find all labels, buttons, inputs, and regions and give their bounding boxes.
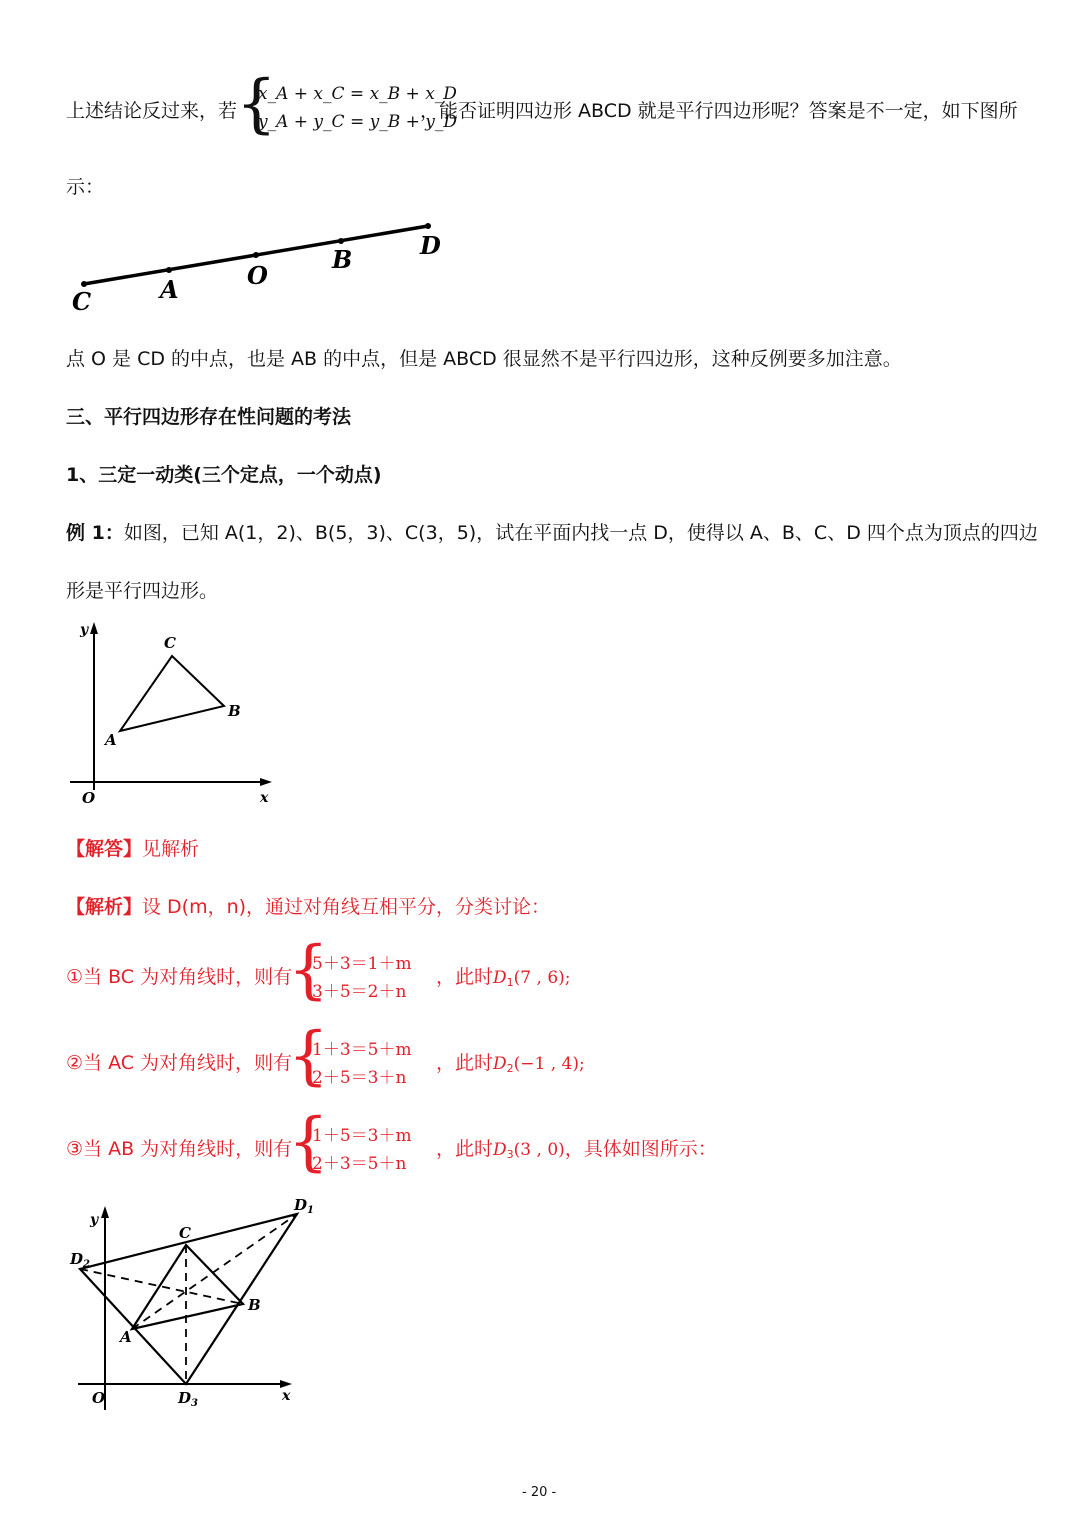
case-3-tail-post: ，具体如图所示： (564, 1138, 717, 1160)
label-C: C (72, 287, 92, 316)
para-1-line2: 示： (66, 176, 105, 198)
page-number: - 20 - (522, 1485, 557, 1500)
equation-y: y_A + y_C = y_B + y_D (258, 112, 457, 132)
para-2: 点 O 是 CD 的中点，也是 AB 的中点，但是 ABCD 很显然不是平行四边形，这种反例要多加注意。 (66, 348, 902, 370)
case-1-tail (436, 962, 571, 989)
example-text-1: 如图，已知 A(1，2)、B(5，3)、C(3，5)，试在平面内找一点 D，使得以 A、B、C、D 四个点为顶点的四边 (123, 522, 1038, 544)
explanation-tag: 【解析】 (66, 896, 143, 918)
case-3-eq1: 1＋5＝3＋m (312, 1126, 412, 1146)
label-B: B (248, 1296, 261, 1314)
label-O: O (247, 261, 268, 290)
label-D: D (420, 231, 441, 260)
label-A: A (105, 731, 117, 749)
label-A: A (120, 1328, 132, 1346)
origin-label: O (82, 789, 96, 807)
case-2-point-name: D (493, 1054, 507, 1074)
case-1-tail-pre: ，此时 (436, 966, 494, 988)
brace-1: { (236, 67, 277, 141)
subsection-heading-1: 1、三定一动类(三个定点，一个动点) (66, 464, 382, 486)
label-D1: $D_1$ (294, 1196, 314, 1216)
case-2-brace: { (288, 1019, 329, 1093)
figure-triangle-abc (60, 612, 290, 822)
para-1-pre: 上述结论反过来，若 (66, 100, 238, 122)
case-2-tail (436, 1048, 585, 1075)
explanation-text: 设 D(m，n)，通过对角线互相平分，分类讨论： (142, 896, 551, 918)
label-B: B (332, 245, 353, 274)
figure-parallelograms (60, 1192, 330, 1417)
axis-x-label: x (260, 790, 269, 806)
case-2-eq2: 2＋5＝3＋n (312, 1068, 407, 1088)
case-1-brace: { (288, 933, 329, 1007)
case-2-eq1: 1＋3＝5＋m (312, 1040, 412, 1060)
axis-y-label: y (80, 622, 89, 638)
case-3-tail (436, 1134, 717, 1161)
case-3-brace: { (288, 1105, 329, 1179)
case-1-point: (7 , 6); (513, 968, 571, 988)
case-1-eq2: 3＋5＝2＋n (312, 982, 407, 1002)
para-1-post: ，能否证明四边形 ABCD 就是平行四边形呢？答案是不一定，如下图所 (420, 100, 1018, 122)
case-3-point-name: D (493, 1140, 507, 1160)
label-A: A (160, 275, 179, 304)
label-C: C (164, 634, 176, 652)
case-2-point: (−1 , 4); (513, 1054, 585, 1074)
example-1-line1 (66, 518, 1038, 545)
label-B: B (228, 702, 241, 720)
example-label: 例 1： (66, 522, 124, 544)
answer-line (66, 834, 199, 861)
answer-tag: 【解答】 (66, 838, 143, 860)
explanation-line (66, 892, 550, 919)
case-3-eq2: 2＋3＝5＋n (312, 1154, 407, 1174)
case-3-point-sub: 3 (506, 1148, 514, 1161)
case-3-point: (3 , 0) (513, 1140, 565, 1160)
section-heading-3: 三、平行四边形存在性问题的考法 (66, 406, 352, 428)
case-1-point-name: D (493, 968, 507, 988)
label-D2: $D_2$ (70, 1250, 90, 1270)
case-1-lead: ①当 BC 为对角线时，则有 (66, 966, 293, 988)
label-D3: $D_3$ (178, 1389, 198, 1409)
label-C: C (179, 1224, 191, 1242)
case-3-tail-pre: ，此时 (436, 1138, 494, 1160)
answer-text: 见解析 (142, 838, 200, 860)
case-2-tail-pre: ，此时 (436, 1052, 494, 1074)
axis-y-label: y (90, 1212, 99, 1228)
equation-x: x_A + x_C = x_B + x_D (258, 84, 457, 104)
case-2-lead: ②当 AC 为对角线时，则有 (66, 1052, 293, 1074)
axis-x-label: x (282, 1388, 291, 1404)
origin-label: O (92, 1389, 106, 1407)
case-1-eq1: 5＋3＝1＋m (312, 954, 412, 974)
case-1-point-sub: 1 (506, 976, 514, 989)
case-2-point-sub: 2 (506, 1062, 514, 1075)
example-1-line2: 形是平行四边形。 (66, 580, 219, 602)
figure-collinear-points (60, 212, 460, 322)
case-3-lead: ③当 AB 为对角线时，则有 (66, 1138, 293, 1160)
